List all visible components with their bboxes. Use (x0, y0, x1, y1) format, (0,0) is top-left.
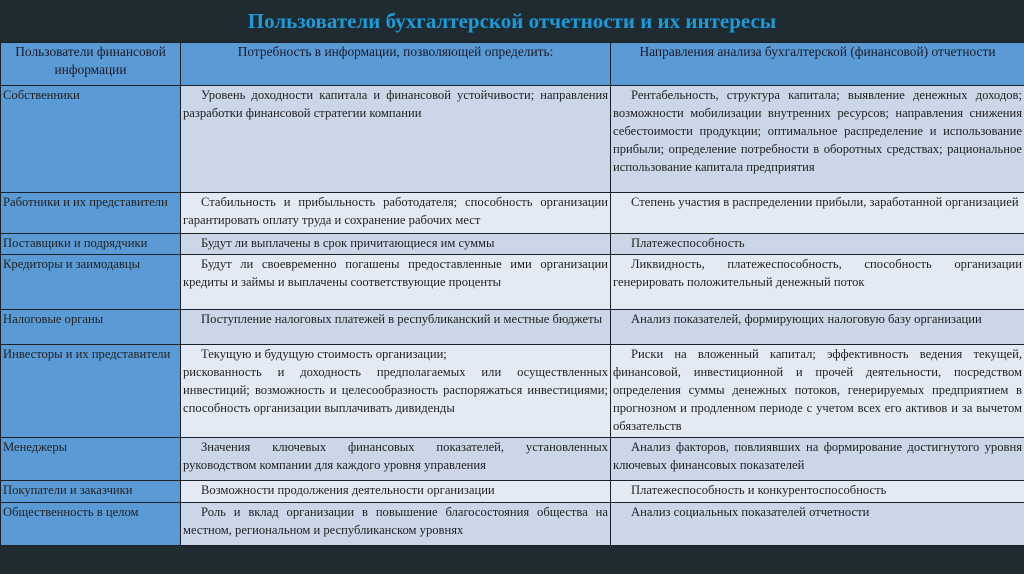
analysis-cell: Ликвидность, платежеспособность, способность организации генерировать положительный денежный поток (611, 255, 1024, 310)
table-row (1, 310, 1024, 345)
analysis-cell: Платежеспособность (611, 234, 1024, 255)
users-table (0, 42, 1024, 546)
analysis-cell: Анализ показателей, формирующих налоговую базу организации (611, 310, 1024, 345)
need-cell: Текущую и будущую стоимость организации; рискованность и доходность предполагаемых или осуществленных инвестиций; возможность и целесообразность распоряжаться инвестициями; способность организации выплачивать дивиденды (181, 345, 611, 438)
table-row (1, 345, 1024, 438)
user-cell: Менеджеры (1, 438, 181, 481)
analysis-cell: Степень участия в распределении прибыли, заработанной организацией (611, 193, 1024, 234)
table-row (1, 255, 1024, 310)
analysis-cell: Платежеспособность и конкурентоспособность (611, 481, 1024, 503)
need-cell: Уровень доходности капитала и финансовой устойчивости; направления разработки финансовой стратегии компании (181, 86, 611, 193)
header-users: Пользователи финансовой информации (1, 43, 181, 86)
need-cell: Будут ли выплачены в срок причитающиеся им суммы (181, 234, 611, 255)
user-cell: Работники и их представители (1, 193, 181, 234)
header-analysis: Направления анализа бухгалтерской (финансовой) отчетности (611, 43, 1024, 86)
table-row (1, 481, 1024, 503)
header-need: Потребность в информации, позволяющей определить: (181, 43, 611, 86)
user-cell: Поставщики и подрядчики (1, 234, 181, 255)
user-cell: Собственники (1, 86, 181, 193)
need-cell: Поступление налоговых платежей в республиканский и местные бюджеты (181, 310, 611, 345)
table-row (1, 503, 1024, 546)
table-row (1, 86, 1024, 193)
analysis-cell: Анализ факторов, повлиявших на формирование достигнутого уровня ключевых финансовых показателей (611, 438, 1024, 481)
table-row (1, 438, 1024, 481)
need-cell: Значения ключевых финансовых показателей, установленных руководством компании для каждого уровня управления (181, 438, 611, 481)
analysis-cell: Рентабельность, структура капитала; выявление денежных доходов; возможности мобилизации внутренних ресурсов; направления снижения себестоимости продукции; оптимальное распределение и использование прибыли; определение потребности в оборотных средствах; рациональное использование капитала предприятия (611, 86, 1024, 193)
user-cell: Покупатели и заказчики (1, 481, 181, 503)
slide-title: Пользователи бухгалтерской отчетности и их интересы (247, 9, 777, 33)
need-cell: Будут ли своевременно погашены предоставленные ими организации кредиты и займы и выплачены соответствующие проценты (181, 255, 611, 310)
analysis-cell: Анализ социальных показателей отчетности (611, 503, 1024, 546)
table-row (1, 193, 1024, 234)
need-cell: Возможности продолжения деятельности организации (181, 481, 611, 503)
user-cell: Кредиторы и заимодавцы (1, 255, 181, 310)
user-cell: Налоговые органы (1, 310, 181, 345)
table-row (1, 234, 1024, 255)
user-cell: Общественность в целом (1, 503, 181, 546)
user-cell: Инвесторы и их представители (1, 345, 181, 438)
need-cell: Роль и вклад организации в повышение благосостояния общества на местном, региональном и республиканском уровнях (181, 503, 611, 546)
analysis-cell: Риски на вложенный капитал; эффективность ведения текущей, финансовой, инвестиционной и прочей деятельности, посредством определения суммы денежных потоков, генерируемых предприятием в прогнозном и продленном периоде с учетом всех его активов и за вычетом обязательств (611, 345, 1024, 438)
table-header-row (1, 43, 1024, 86)
need-cell: Стабильность и прибыльность работодателя; способность организации гарантировать оплату труда и сохранение рабочих мест (181, 193, 611, 234)
